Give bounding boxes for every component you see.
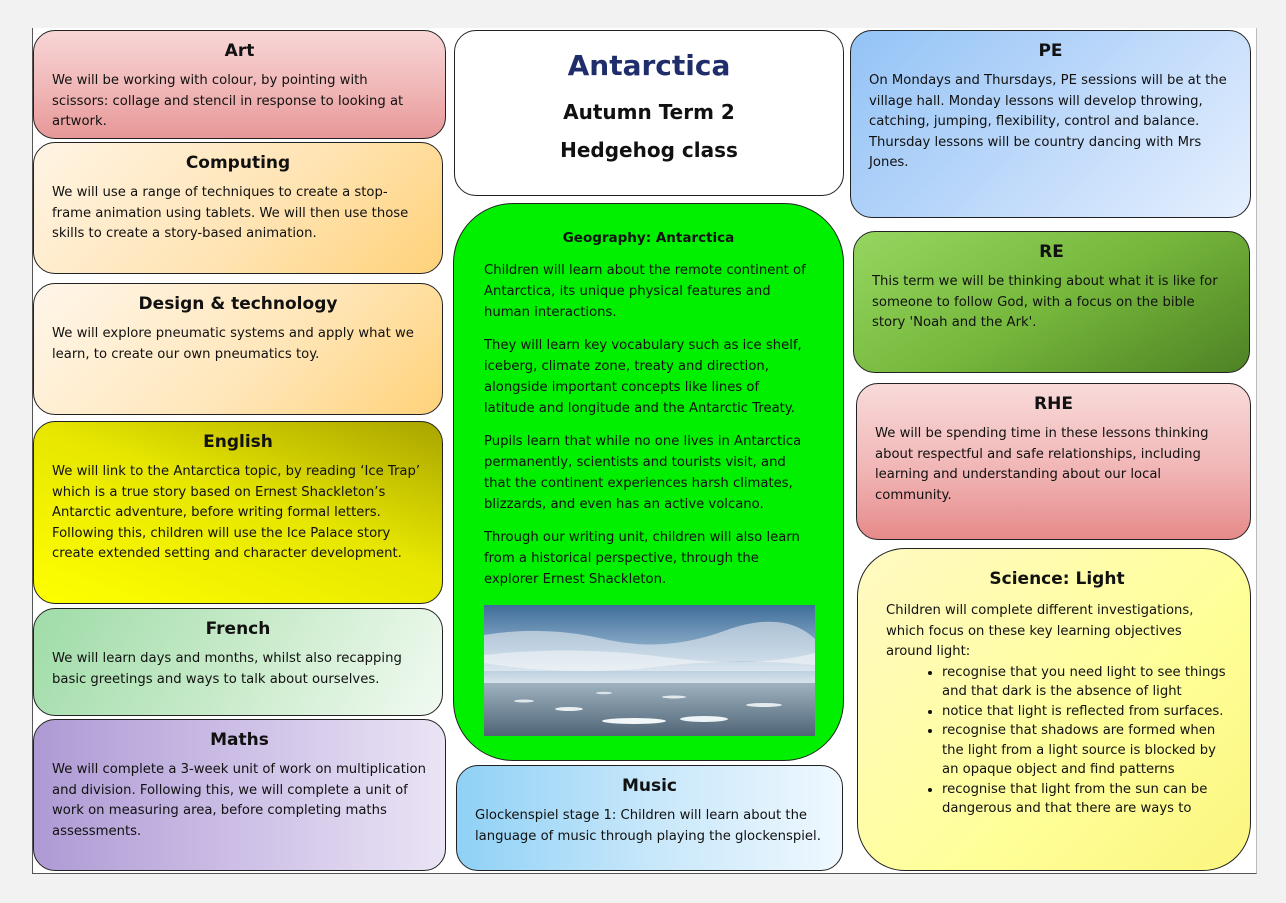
english-text: We will link to the Antarctica topic, by reading ‘Ice Trap’ which is a true story based on Ernest Shackleton’s Antarctic adventure, before writing formal letters. Following this, children will use the Ice Palace story create extended setting and character development. <box>52 464 421 561</box>
french-text: We will learn days and months, whilst also recapping basic greetings and ways to talk about ourselves. <box>52 651 402 687</box>
title-panel <box>454 30 844 196</box>
art-panel <box>33 30 446 139</box>
re-heading: RE <box>1039 242 1064 262</box>
music-text: Glockenspiel stage 1: Children will learn about the language of music through playing the glockenspiel. <box>475 808 821 844</box>
science-intro: Children will complete different investigations, which focus on these key learning objectives around light: <box>886 603 1194 659</box>
geography-paragraph: Children will learn about the remote continent of Antarctica, its unique physical features and human interactions. <box>484 263 806 320</box>
list-item: • recognise that you need light to see things and that dark is the absence of light <box>942 663 1228 702</box>
maths-text: We will complete a 3-week unit of work on multiplication and division. Following this, we will complete a unit of work on measuring area, before completing maths assessments. <box>52 762 426 839</box>
science-objectives-list <box>886 663 1228 819</box>
page-title: Antarctica <box>567 49 731 82</box>
design-text: We will explore pneumatic systems and apply what we learn, to create our own pneumatics toy. <box>52 326 414 362</box>
pe-panel <box>850 30 1251 218</box>
english-panel <box>33 421 443 604</box>
science-heading: Science: Light <box>989 569 1125 589</box>
art-heading: Art <box>224 41 255 61</box>
maths-panel <box>33 719 446 871</box>
pe-heading: PE <box>1038 41 1063 61</box>
computing-text: We will use a range of techniques to create a stop-frame animation using tablets. We will then use those skills to create a story-based animation. <box>52 185 409 241</box>
rhe-heading: RHE <box>1034 394 1073 414</box>
re-text: This term we will be thinking about what it is like for someone to follow God, with a focus on the bible story 'Noah and the Ark'. <box>872 274 1218 330</box>
geography-paragraph: Pupils learn that while no one lives in Antarctica permanently, scientists and tourists visit, and that the continent experiences harsh climates, blizzards, and even has an active volcano. <box>484 434 802 512</box>
geography-paragraph: They will learn key vocabulary such as ice shelf, iceberg, climate zone, treaty and direction, alongside important concepts like lines of latitude and longitude and the Antarctic Treaty. <box>484 338 802 416</box>
pe-text: On Mondays and Thursdays, PE sessions will be at the village hall. Monday lessons will develop throwing, catching, jumping, flexibility, control and balance. Thursday lessons will be country dancing with Mrs Jones. <box>869 73 1227 170</box>
antarctic-sea-ice-photo <box>484 605 815 736</box>
list-item: • recognise that shadows are formed when the light from a light source is blocked by an opaque object and find patterns <box>942 721 1228 780</box>
geography-heading: Geography: Antarctica <box>562 230 735 246</box>
design-technology-panel <box>33 283 443 415</box>
list-item: • notice that light is reflected from surfaces. <box>942 702 1228 722</box>
music-heading: Music <box>621 776 678 796</box>
french-panel <box>33 608 443 716</box>
term-label: Autumn Term 2 <box>563 100 735 124</box>
class-label: Hedgehog class <box>560 138 738 162</box>
art-text: We will be working with colour, by pointing with scissors: collage and stencil in response to looking at artwork. <box>52 73 404 129</box>
list-item: • recognise that light from the sun can be dangerous and that there are ways to <box>942 780 1228 819</box>
geography-paragraph: Through our writing unit, children will also learn from a historical perspective, through the explorer Ernest Shackleton. <box>484 530 800 587</box>
re-panel <box>853 231 1250 373</box>
rhe-panel <box>856 383 1251 540</box>
computing-heading: Computing <box>185 153 291 173</box>
design-heading: Design & technology <box>138 294 338 314</box>
geography-panel <box>453 203 844 761</box>
french-heading: French <box>205 619 271 639</box>
rhe-text: We will be spending time in these lessons thinking about respectful and safe relationships, including learning and understanding about our local community. <box>875 426 1209 503</box>
science-panel <box>857 548 1251 871</box>
maths-heading: Maths <box>210 730 269 750</box>
english-heading: English <box>203 432 273 452</box>
music-panel <box>456 765 843 871</box>
computing-panel <box>33 142 443 274</box>
